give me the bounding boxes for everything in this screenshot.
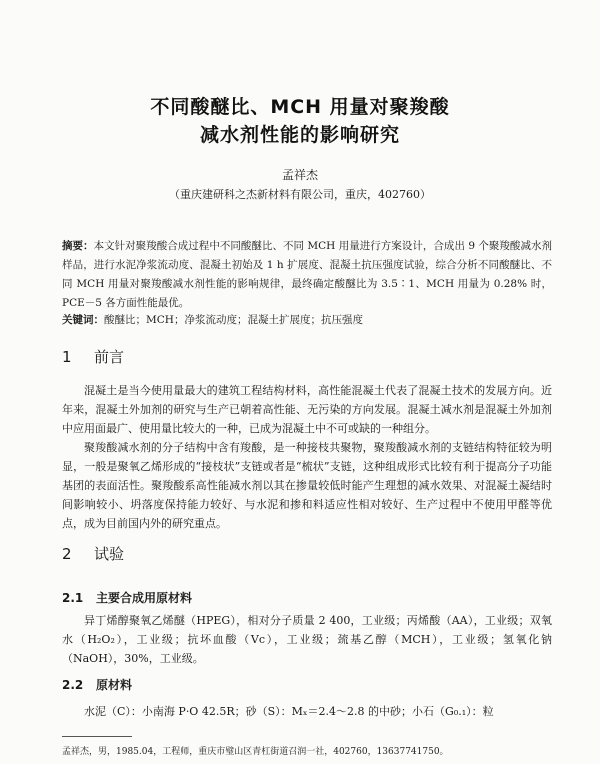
author-name: 孟祥杰 (281, 168, 318, 182)
synthesis-materials-paragraph: 异丁烯醇聚氧乙烯醚（HPEG），相对分子质量 2 400，工业级；丙烯酸（AA），工业级；双氧水（H₂O₂），工业级；抗坏血酸（Vc），工业级；巯基乙醇（MCH），工业级；氢氧化钠（NaOH），30%，工业级。 (62, 614, 552, 665)
keywords-text: 酸醚比；MCH；净浆流动度；混凝土扩展度；抗压强度 (104, 314, 363, 326)
subsection-number: 2.2 (62, 678, 84, 692)
footnote-divider (62, 736, 132, 737)
section-title: 试验 (94, 545, 125, 563)
subsection-title: 原材料 (96, 678, 133, 692)
section-heading-experiment (62, 543, 124, 564)
intro-paragraph-2: 聚羧酸减水剂的分子结构中含有羧酸，是一种接枝共聚物，聚羧酸减水剂的支链结构特征较为明显，一般是聚氧乙烯形成的“接枝状”支链或者是“梳状”支链，这种组成形式比较有利于提高分子功能基团的表面活性。聚羧酸系高性能减水剂以其在掺量较低时能产生理想的减水效果、对混凝土凝结时间影响较小、坍落度保持能力较好、与水泥和掺和料适应性相对较好、生产过程中不使用甲醛等优点，成为目前国内外的研究重点。 (62, 441, 552, 530)
abstract-text: 本文针对聚羧酸合成过程中不同酸醚比、不同 MCH 用量进行方案设计，合成出 9 个聚羧酸减水剂样品，进行水泥净浆流动度、混凝土初始及 1 h 扩展度、混凝土抗压强度试验，综合分析不同酸醚比、不同 MCH 用量对聚羧酸减水剂性能的影响规律，最终确定酸醚比为 3.5∶1、MCH 用量为 0.28% 时，PCE－5 各方面性能最优。 (62, 240, 552, 309)
section-title: 前言 (94, 348, 125, 366)
section-number: 1 (62, 348, 72, 366)
author-affiliation: （重庆建研科之杰新材料有限公司，重庆，402760） (169, 188, 431, 201)
paper-title-line2: 减水剂性能的影响研究 (199, 124, 400, 146)
subsection-heading-raw-materials (62, 676, 132, 693)
author-footnote: 孟祥杰，男，1985.04，工程师，重庆市璧山区青杠街道召润一社，402760，13637741750。 (62, 747, 449, 757)
subsection-number: 2.1 (62, 591, 84, 605)
subsection-heading-synthesis-materials (62, 589, 192, 606)
abstract (62, 237, 552, 313)
keywords (62, 311, 552, 330)
section-number: 2 (62, 545, 72, 563)
section-heading-introduction (62, 346, 124, 367)
subsection-title: 主要合成用原材料 (96, 591, 193, 605)
intro-paragraph-1: 混凝土是当今使用量最大的建筑工程结构材料，高性能混凝土代表了混凝土技术的发展方向。近年来，混凝土外加剂的研究与生产已朝着高性能、无污染的方向发展。混凝土减水剂是混凝土外加剂中应用面最广、使用量比较大的一种，已成为混凝土中不可或缺的一种组分。 (62, 384, 552, 435)
raw-materials-paragraph: 水泥（C）：小南海 P·O 42.5R；砂（S）：Mₓ＝2.4～2.8 的中砂；小石（G₀.₁）：粒 (84, 705, 494, 718)
paper-title-line1: 不同酸醚比、MCH 用量对聚羧酸 (150, 96, 450, 118)
abstract-label: 摘要： (62, 240, 94, 252)
keywords-label: 关键词： (62, 314, 104, 326)
